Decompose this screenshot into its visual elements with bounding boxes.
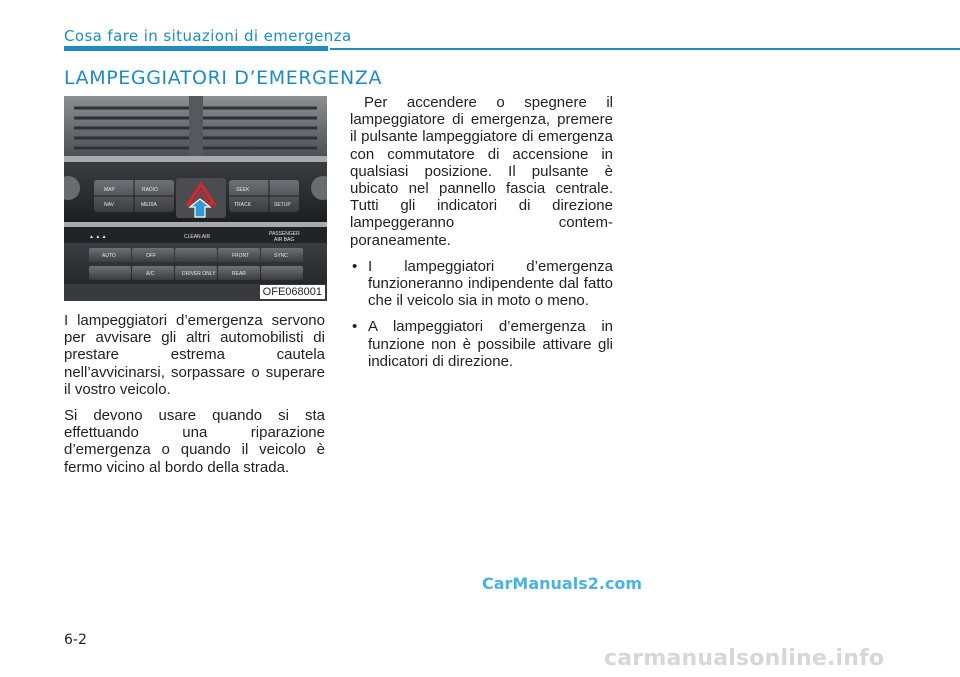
recirc-button[interactable] [89, 266, 131, 280]
paragraph-usage: Si devono usare quando si sta effettuando una riparazione d’emergenza o quando il veicolo è fermo vicino al bordo della strada. [64, 407, 325, 476]
label-sync: SYNC [274, 253, 288, 259]
footer-watermark[interactable]: carmanualsonline.info [604, 646, 885, 671]
label-passenger: PASSENGER [269, 231, 300, 237]
label-off: OFF [146, 253, 156, 259]
label-driver-only: DRIVER ONLY [182, 271, 216, 277]
label-radio: RADIO [142, 187, 158, 193]
intake-button[interactable] [261, 266, 303, 280]
label-map: MAP [104, 187, 115, 193]
label-air-bag: AIR BAG [274, 237, 295, 243]
site-watermark[interactable]: CarManuals2.com [482, 574, 643, 593]
paragraph-intro: I lampeggiatori d’emergenza servono per avvisare gli altri automobilisti di prestare estrema cautela nell’avvicinarsi, sorpassare o superare il vostro veicolo. [64, 312, 325, 398]
header-rule-thick [64, 46, 328, 51]
label-ac: A/C [146, 271, 155, 277]
label-media: MEDIA [141, 202, 157, 208]
label-front: FRONT [232, 253, 250, 259]
right-column [350, 94, 613, 379]
chapter-title: Cosa fare in situazioni di emergenza [64, 27, 352, 45]
label-clean-air: CLEAN AIR [184, 234, 211, 240]
list-item [350, 258, 613, 310]
figure-code: OFE068001 [260, 285, 325, 299]
label-setup: SETUP [274, 202, 291, 208]
list-item-text: A lampeggiatori d’emergenza in funzione non è possibile attivare gli indicatori di direzione. [368, 318, 613, 370]
center-console-illustration [64, 96, 327, 301]
list-item-text: I lampeggiatori d’emergenza funzioneranno indipendente dal fatto che il veicolo sia in moto o meno. [368, 257, 613, 310]
label-track: TRACK [234, 202, 251, 208]
page-number: 6-2 [64, 632, 87, 648]
label-seek: SEEK [236, 187, 250, 193]
paragraph-operation: Per accendere o spegnere il lampeggiatore di emergenza, premere il pulsante lampeggiatore di emergenza con commutatore di accensione in qualsiasi posizione. Il pulsante è ubicato nel pannello fascia centrale. Tutti gli indicatori di direzione lampeggeranno contem-poraneamente. [350, 94, 613, 249]
bullet-icon: • [352, 257, 358, 275]
bullet-icon: • [352, 318, 358, 336]
svg-text:▲ ▲ ▲: ▲ ▲ ▲ [89, 234, 107, 240]
label-nav: NAV [104, 202, 114, 208]
section-title: LAMPEGGIATORI D’EMERGENZA [64, 67, 383, 89]
dashboard-photo [64, 96, 327, 301]
label-rear: REAR [232, 271, 246, 277]
list-item [350, 318, 613, 370]
left-column [64, 312, 325, 485]
label-auto: AUTO [102, 253, 116, 259]
header-rule-thin [330, 48, 960, 50]
fan-button[interactable] [175, 248, 217, 262]
note-list [350, 258, 613, 370]
